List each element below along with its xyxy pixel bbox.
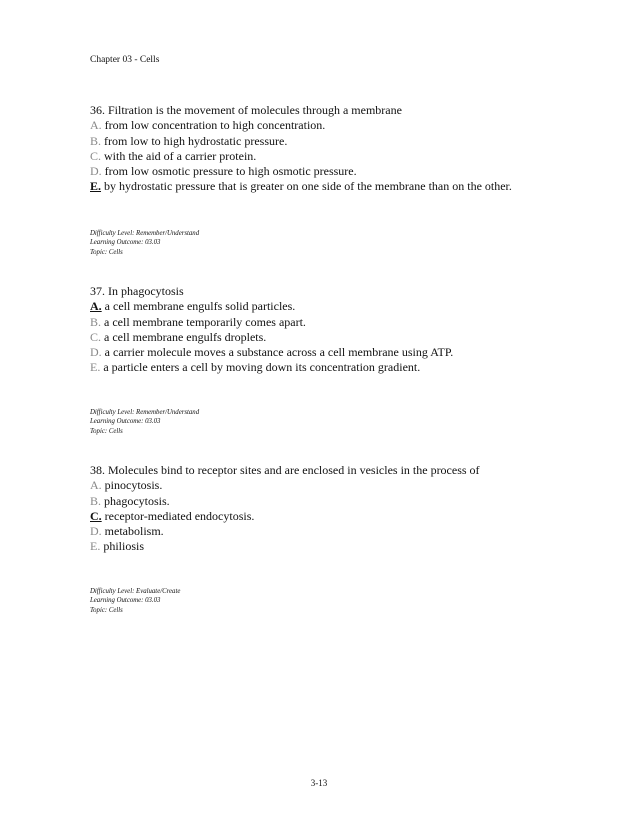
answer-option <box>90 299 610 314</box>
answer-option <box>90 149 610 164</box>
option-text: a cell membrane temporarily comes apart. <box>104 314 306 329</box>
option-text: a particle enters a cell by moving down its concentration gradient. <box>103 360 421 375</box>
difficulty-level: Difficulty Level: Remember/Understand <box>90 409 200 416</box>
answer-option <box>90 345 610 360</box>
option-letter: D. <box>90 345 102 360</box>
option-text: receptor-mediated endocytosis. <box>104 508 255 523</box>
learning-outcome: Learning Outcome: 03.03 <box>90 239 161 247</box>
option-letter: A. <box>90 299 102 314</box>
question-stem: 36. Filtration is the movement of molecules through a membrane <box>90 103 402 117</box>
answer-option <box>90 524 610 539</box>
question-stem: 37. In phagocytosis <box>90 284 184 298</box>
option-text: a carrier molecule moves a substance across a cell membrane using ATP. <box>104 345 454 360</box>
answer-option <box>90 478 610 493</box>
topic: Topic: Cells <box>90 606 123 614</box>
option-text: from low osmotic pressure to high osmotic pressure. <box>104 164 357 179</box>
topic: Topic: Cells <box>90 248 123 256</box>
option-letter: B. <box>90 314 102 329</box>
learning-outcome: Learning Outcome: 03.03 <box>90 418 161 426</box>
option-text: from low to high hydrostatic pressure. <box>104 133 288 148</box>
option-text: philiosis <box>103 539 145 554</box>
option-letter: A. <box>90 478 102 493</box>
answer-option <box>90 360 610 375</box>
option-letter: D. <box>90 524 102 539</box>
option-letter: C. <box>90 508 102 523</box>
option-letter: E. <box>90 360 101 375</box>
difficulty-level: Difficulty Level: Remember/Understand <box>90 230 200 237</box>
question-36 <box>90 103 610 195</box>
answer-option <box>90 509 610 524</box>
option-text: by hydrostatic pressure that is greater on one side of the membrane than on the other. <box>104 179 512 194</box>
option-text: a cell membrane engulfs droplets. <box>104 329 267 344</box>
chapter-header: Chapter 03 - Cells <box>90 55 160 65</box>
answer-option <box>90 330 610 345</box>
option-text: a cell membrane engulfs solid particles. <box>104 299 296 314</box>
question-38 <box>90 463 610 555</box>
difficulty-level: Difficulty Level: Evaluate/Create <box>90 588 181 595</box>
answer-option <box>90 179 610 194</box>
answer-option <box>90 164 610 179</box>
option-letter: D. <box>90 164 102 179</box>
answer-option <box>90 539 610 554</box>
option-letter: E. <box>90 179 102 194</box>
option-text: with the aid of a carrier protein. <box>104 148 257 163</box>
question-36-metadata <box>90 229 199 257</box>
question-37-metadata <box>90 408 199 436</box>
page-number: 3-13 <box>310 778 328 788</box>
option-text: from low concentration to high concentration. <box>104 118 326 133</box>
option-text: metabolism. <box>104 524 164 539</box>
answer-option <box>90 494 610 509</box>
question-38-metadata <box>90 587 180 615</box>
answer-option <box>90 134 610 149</box>
question-37 <box>90 284 610 376</box>
learning-outcome: Learning Outcome: 03.03 <box>90 597 161 605</box>
option-letter: E. <box>90 539 101 554</box>
option-letter: C. <box>90 148 102 163</box>
option-text: phagocytosis. <box>104 493 170 508</box>
option-text: pinocytosis. <box>104 478 163 493</box>
option-letter: B. <box>90 133 102 148</box>
option-letter: C. <box>90 329 102 344</box>
option-letter: A. <box>90 118 102 133</box>
topic: Topic: Cells <box>90 427 123 435</box>
option-letter: B. <box>90 493 102 508</box>
question-stem: 38. Molecules bind to receptor sites and are enclosed in vesicles in the process of <box>90 463 480 477</box>
answer-option <box>90 315 610 330</box>
answer-option <box>90 118 610 133</box>
